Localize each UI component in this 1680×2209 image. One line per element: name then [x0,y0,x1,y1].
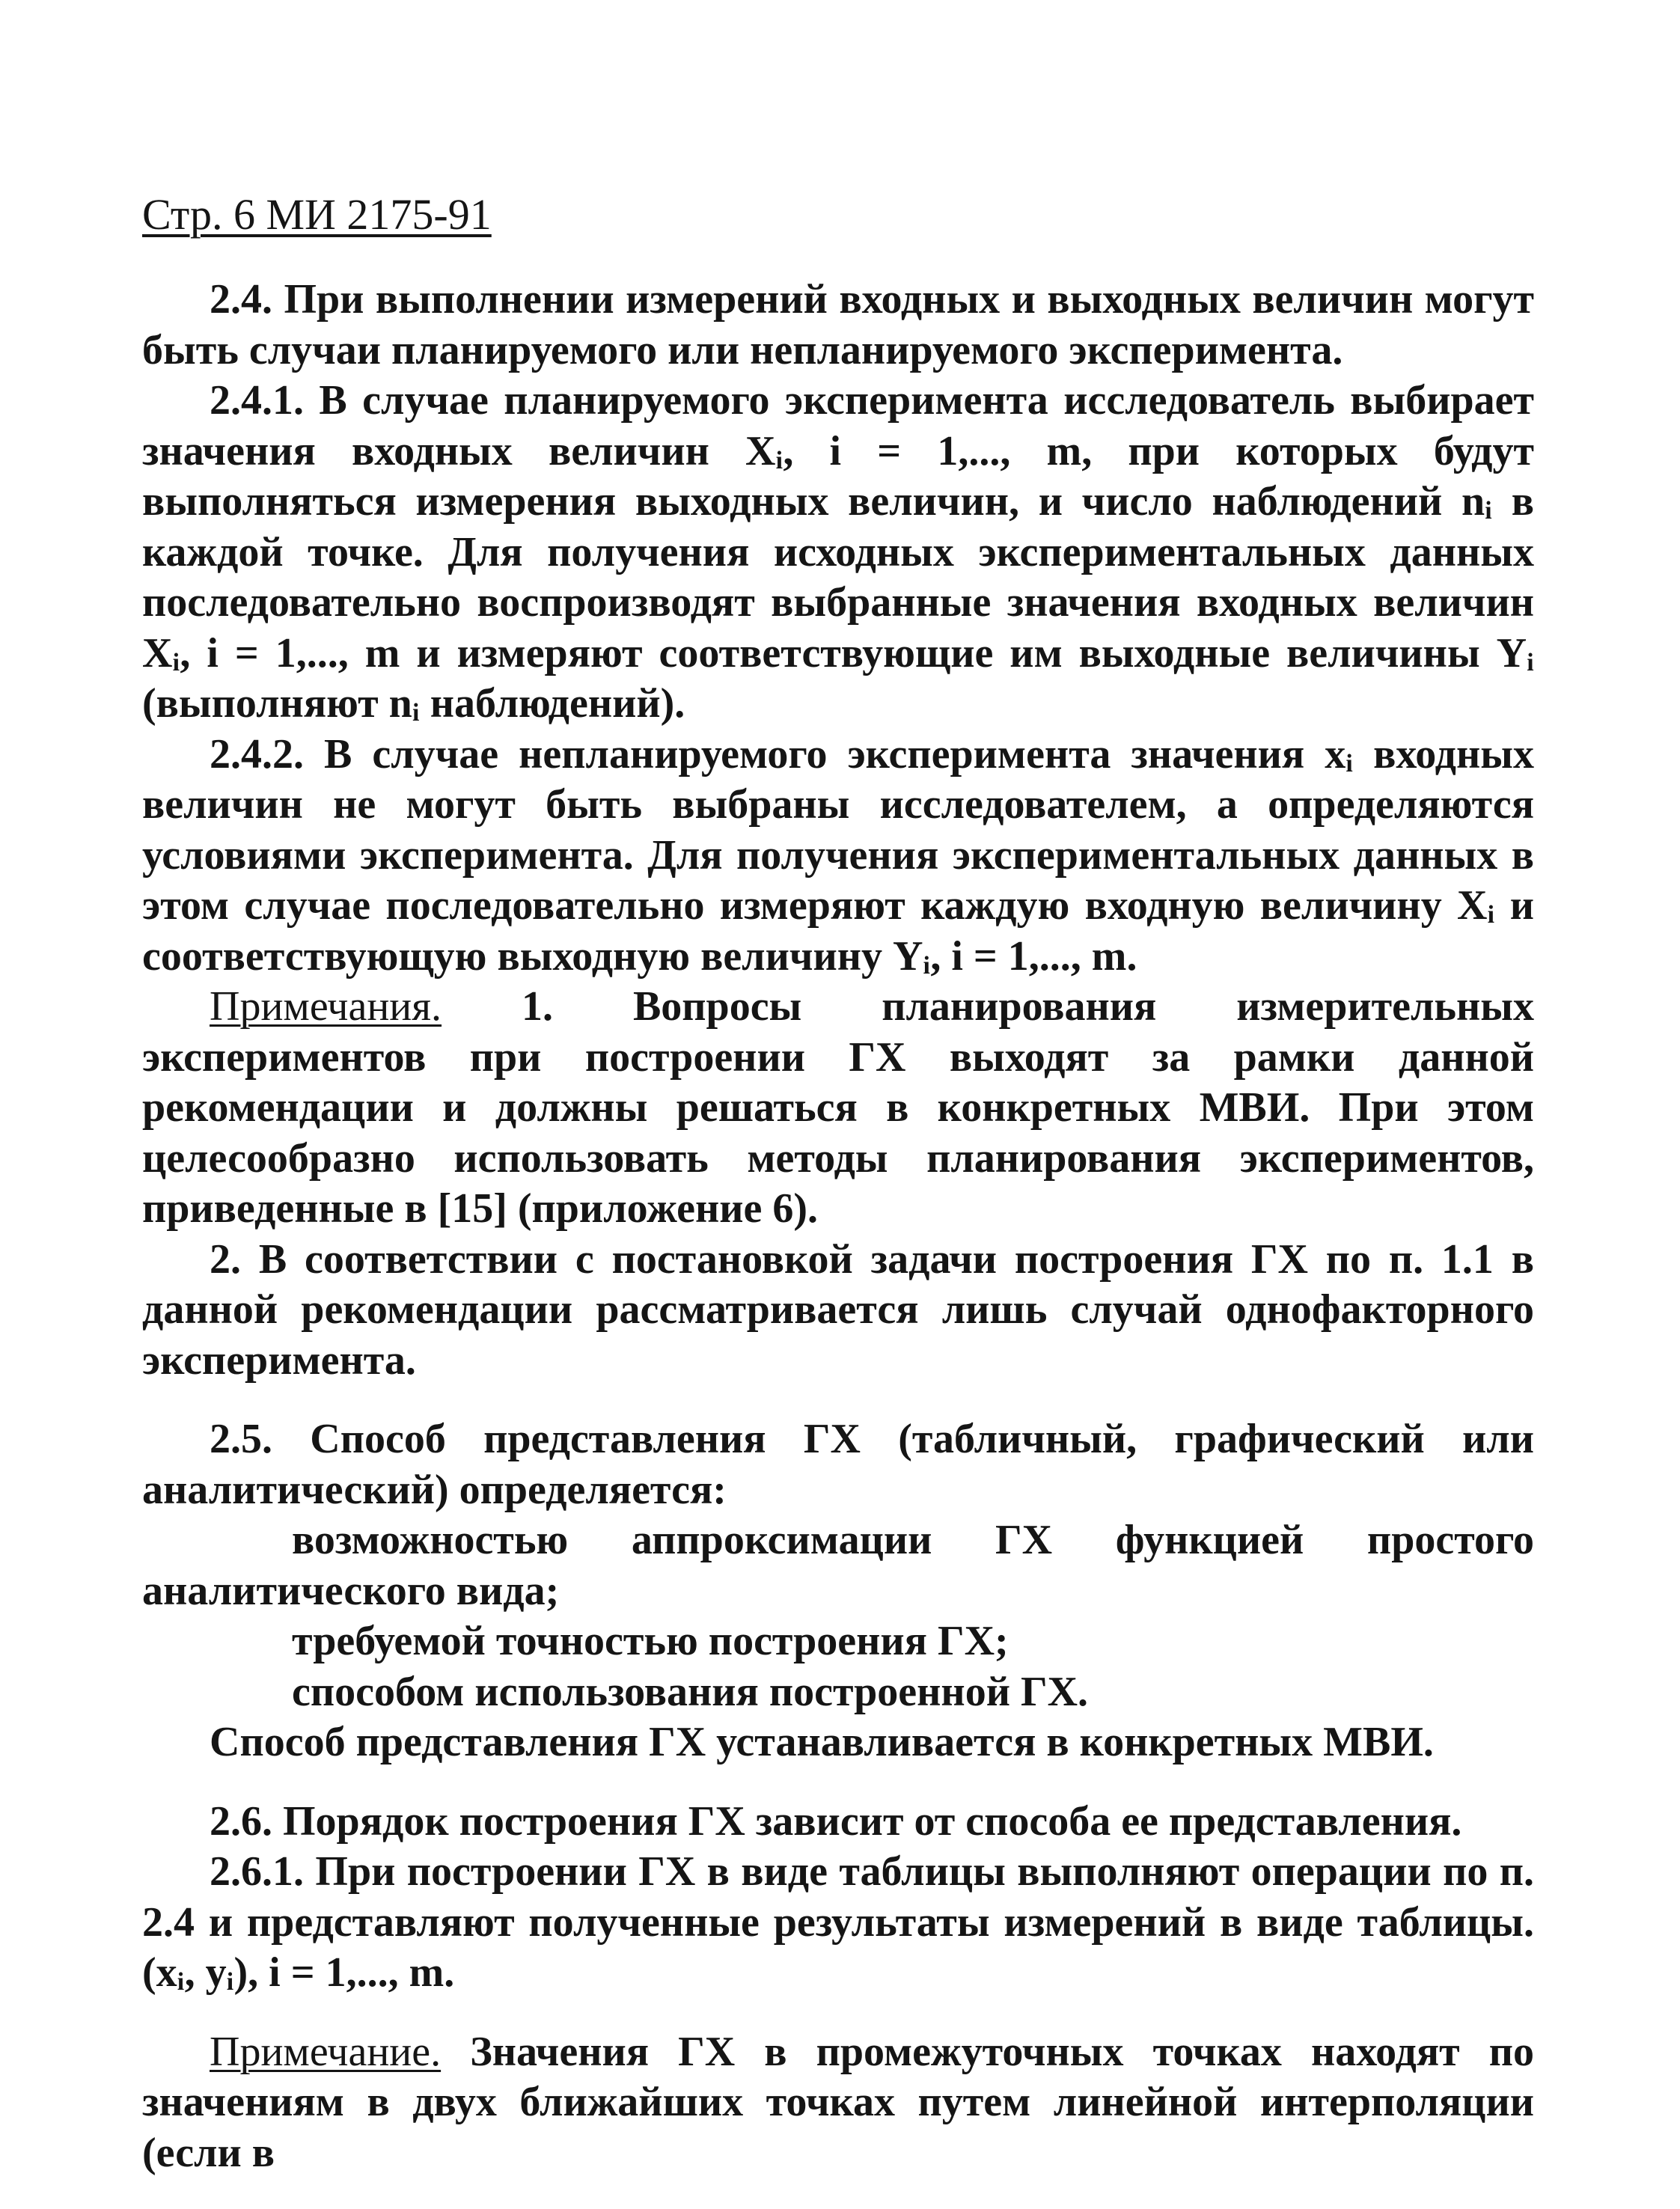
note-label: Примечание. [210,2028,442,2075]
paragraph-2-5-item-c: способом использования построенной ГХ. [292,1668,1089,1715]
paragraph-2-5-item-a: возможностью аппроксимации ГХ функцией простого аналитического вида; [142,1517,1534,1614]
paragraph-2-4-2: 2.4.2. В случае непланируемого эксперимента значения xᵢ входных величин не могут быть выбраны исследователем, а определяются условиями эксперимента. Для получения экспериментальных данных в этом случае последовательно измеряют каждую входную величину Xᵢ и соответствующую выходную величину Yᵢ, i = 1,..., m. [142,730,1534,980]
notes-label: Примечания. [210,983,442,1030]
note-block [142,2027,1534,2179]
note-text: Значения ГХ в промежуточных точках находят по значениям в двух ближайших точках путем линейной интерполяции (если в [142,2028,1534,2176]
paragraph-2-4-1: 2.4.1. В случае планируемого эксперимента исследователь выбирает значения входных величин Xᵢ, i = 1,..., m, при которых будут выполняться измерения выходных величин, и число наблюдений nᵢ в каждой точке. Для получения исходных экспериментальных данных последовательно воспроизводят выбранные значения входных величин Xᵢ, i = 1,..., m и измеряют соответствующие им выходные величины Yᵢ (выполняют nᵢ наблюдений). [142,377,1534,727]
page-header: Стр. 6 МИ 2175-91 [142,190,492,239]
notes-block [142,982,1534,1235]
paragraph-2-4: 2.4. При выполнении измерений входных и выходных величин могут быть случаи планируемого или непланируемого эксперимента. [142,276,1534,373]
document-page [142,191,1534,2178]
paragraph-2-5-item-b: требуемой точностью построения ГХ; [292,1618,1009,1664]
paragraph-2-5: 2.5. Способ представления ГХ (табличный, графический или аналитический) определяется: [142,1416,1534,1513]
paragraph-2-6: 2.6. Порядок построения ГХ зависит от способа ее представления. [210,1797,1462,1845]
note-1-text: 1. Вопросы планирования измерительных экспериментов при построении ГХ выходят за рамки данной рекомендации и должны решаться в конкретных МВИ. При этом целесообразно использовать методы планирования экспериментов, приведенные в [15] (приложение 6). [142,983,1534,1232]
note-2: 2. В соответствии с постановкой задачи построения ГХ по п. 1.1 в данной рекомендации рассматривается лишь случай однофакторного эксперимента. [142,1235,1534,1384]
paragraph-2-5-end: Способ представления ГХ устанавливается в конкретных МВИ. [210,1719,1434,1765]
paragraph-2-6-1: 2.6.1. При построении ГХ в виде таблицы выполняют операции по п. 2.4 и представляют полученные результаты измерений в виде таблицы. (xᵢ, yᵢ), i = 1,..., m. [142,1848,1534,1996]
